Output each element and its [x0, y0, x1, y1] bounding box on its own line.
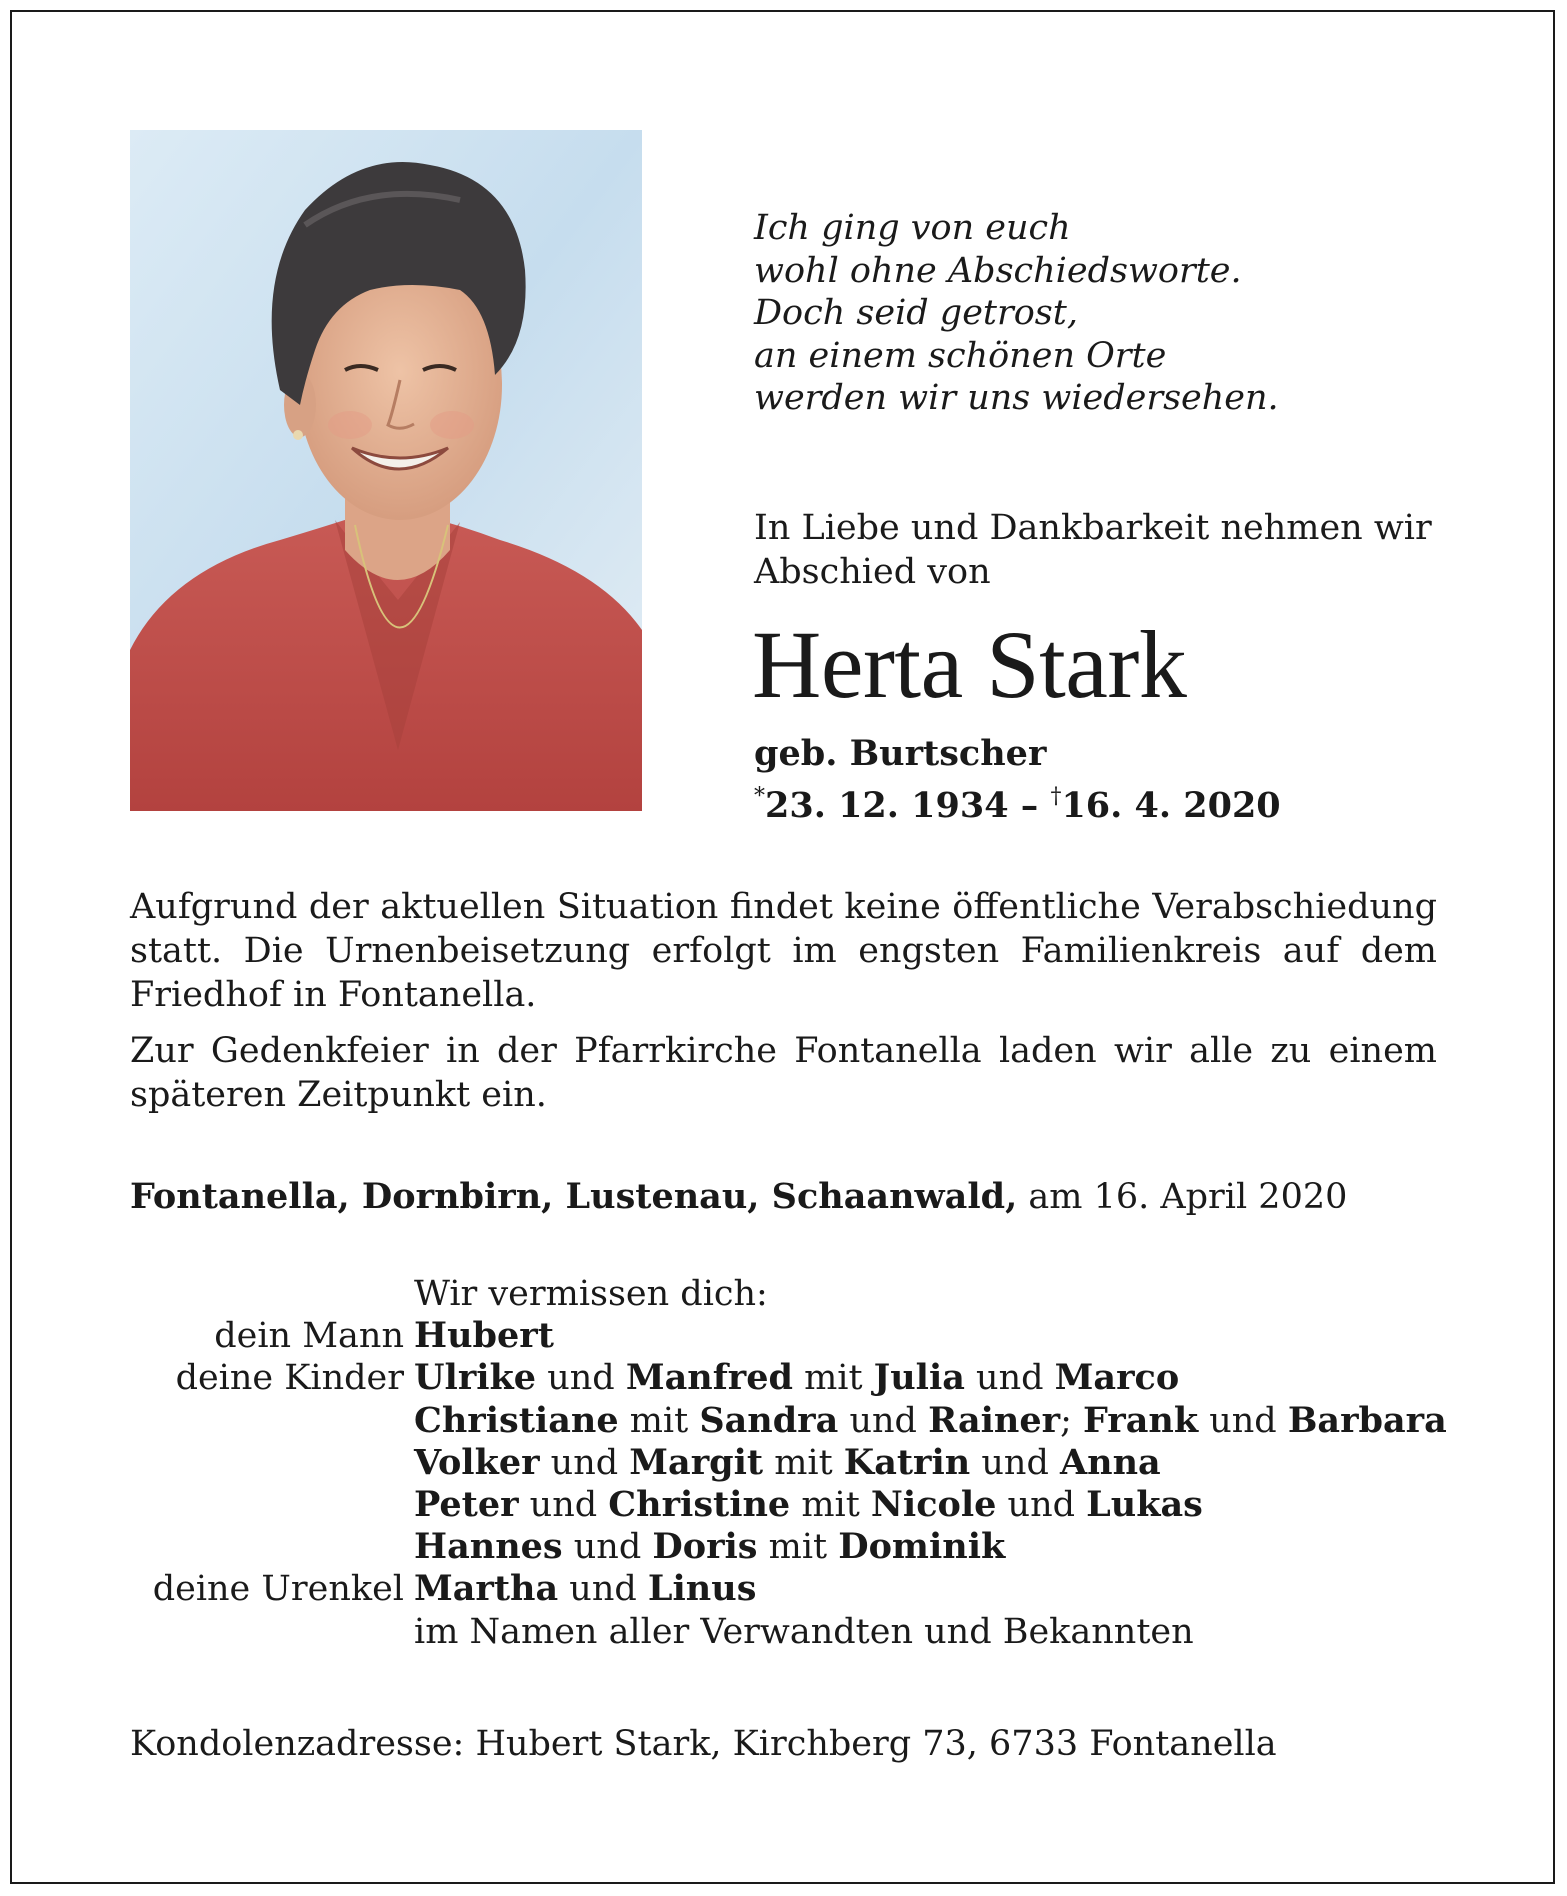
- family-name: Martha: [414, 1568, 559, 1610]
- places-date: am 16. April 2020: [1017, 1177, 1348, 1217]
- family-name: Margit: [629, 1441, 764, 1483]
- connector: und: [536, 1358, 626, 1399]
- family-name: Barbara: [1287, 1399, 1447, 1441]
- relation-label: deine Urenkel: [152, 1569, 404, 1610]
- family-name: Doris: [652, 1526, 758, 1568]
- connector: mit: [792, 1358, 874, 1399]
- connector: und: [558, 1569, 648, 1610]
- memorial-paragraph: Zur Gedenkfeier in der Pfarrkirche Fontanella laden wir alle zu einem späteren Zeitpunkt ein.: [130, 1031, 1437, 1115]
- relation-label: dein Mann: [214, 1316, 404, 1357]
- connector: mit: [763, 1442, 844, 1483]
- life-dates: [754, 775, 1281, 828]
- date-separator: –: [1008, 785, 1051, 826]
- family-row: [130, 1484, 1440, 1526]
- connector: und: [518, 1485, 609, 1526]
- family-name: Lukas: [1086, 1484, 1203, 1526]
- connector: und: [539, 1442, 630, 1483]
- condolence-address: Kondolenzadresse: Hubert Stark, Kirchberg 73, 6733 Fontanella: [130, 1724, 1277, 1764]
- maiden-name: geb. Burtscher: [754, 733, 1047, 774]
- birth-symbol: *: [754, 784, 765, 809]
- family-name: Sandra: [699, 1399, 839, 1441]
- portrait-photo: [130, 130, 642, 811]
- family-row: [130, 1315, 1440, 1357]
- family-name: Ulrike: [414, 1357, 537, 1399]
- family-row: [130, 1568, 1440, 1610]
- family-closing-row: [130, 1611, 1440, 1653]
- intro-text: In Liebe und Dankbarkeit nehmen wir Abschied von: [754, 508, 1432, 592]
- connector: und: [1198, 1400, 1288, 1441]
- connector: ;: [1060, 1400, 1084, 1441]
- poem: [754, 207, 1279, 420]
- places-line: [130, 1175, 1347, 1219]
- family-name: Katrin: [843, 1441, 971, 1483]
- death-symbol: †: [1050, 784, 1062, 809]
- death-date: 16. 4. 2020: [1061, 785, 1281, 826]
- family-name: Volker: [414, 1441, 540, 1483]
- poem-line: Doch seid getrost,: [754, 293, 1078, 333]
- relation-label: deine Kinder: [175, 1358, 404, 1399]
- connector: mit: [757, 1527, 839, 1568]
- connector: und: [970, 1442, 1060, 1483]
- family-name: Linus: [647, 1568, 757, 1610]
- situation-paragraph: Aufgrund der aktuellen Situation findet keine öffentliche Verabschiedung statt. Die Urnenbeisetzung erfolgt im engsten Familienkreis auf dem Friedhof in Fontanella.: [130, 887, 1437, 1015]
- family-name: Frank: [1083, 1399, 1199, 1441]
- connector: und: [964, 1358, 1055, 1399]
- family-closing: im Namen aller Verwandten und Bekannten: [414, 1611, 1194, 1652]
- family-name: Hannes: [414, 1526, 563, 1568]
- family-row: [130, 1357, 1440, 1399]
- connector: und: [996, 1485, 1087, 1526]
- family-row: [130, 1526, 1440, 1568]
- family-name: Christine: [608, 1484, 791, 1526]
- connector: und: [562, 1527, 653, 1568]
- family-name: Julia: [873, 1357, 965, 1399]
- family-name: Rainer: [928, 1399, 1061, 1441]
- family-heading-row: [130, 1273, 1440, 1315]
- family-name: Peter: [414, 1484, 519, 1526]
- poem-line: werden wir uns wiedersehen.: [754, 378, 1279, 418]
- family-name: Manfred: [625, 1357, 793, 1399]
- family-row: [130, 1399, 1447, 1442]
- connector: mit: [618, 1400, 700, 1441]
- deceased-name: Herta Stark: [752, 611, 1187, 718]
- family-list: [130, 1273, 1447, 1653]
- birth-date: 23. 12. 1934: [765, 785, 1009, 826]
- family-name: Marco: [1054, 1357, 1180, 1399]
- poem-line: Ich ging von euch: [754, 208, 1071, 248]
- family-name: Christiane: [414, 1399, 619, 1441]
- connector: mit: [790, 1485, 871, 1526]
- family-row: [130, 1442, 1440, 1484]
- family-name: Nicole: [870, 1484, 997, 1526]
- family-name: Hubert: [414, 1315, 554, 1357]
- family-name: Dominik: [838, 1526, 1006, 1568]
- poem-line: an einem schönen Orte: [754, 335, 1167, 376]
- family-name: Anna: [1060, 1441, 1161, 1483]
- poem-line: wohl ohne Abschiedsworte.: [754, 250, 1242, 291]
- places-towns: Fontanella, Dornbirn, Lustenau, Schaanwald,: [130, 1176, 1018, 1217]
- connector: und: [838, 1400, 929, 1441]
- family-heading: Wir vermissen dich:: [414, 1274, 768, 1314]
